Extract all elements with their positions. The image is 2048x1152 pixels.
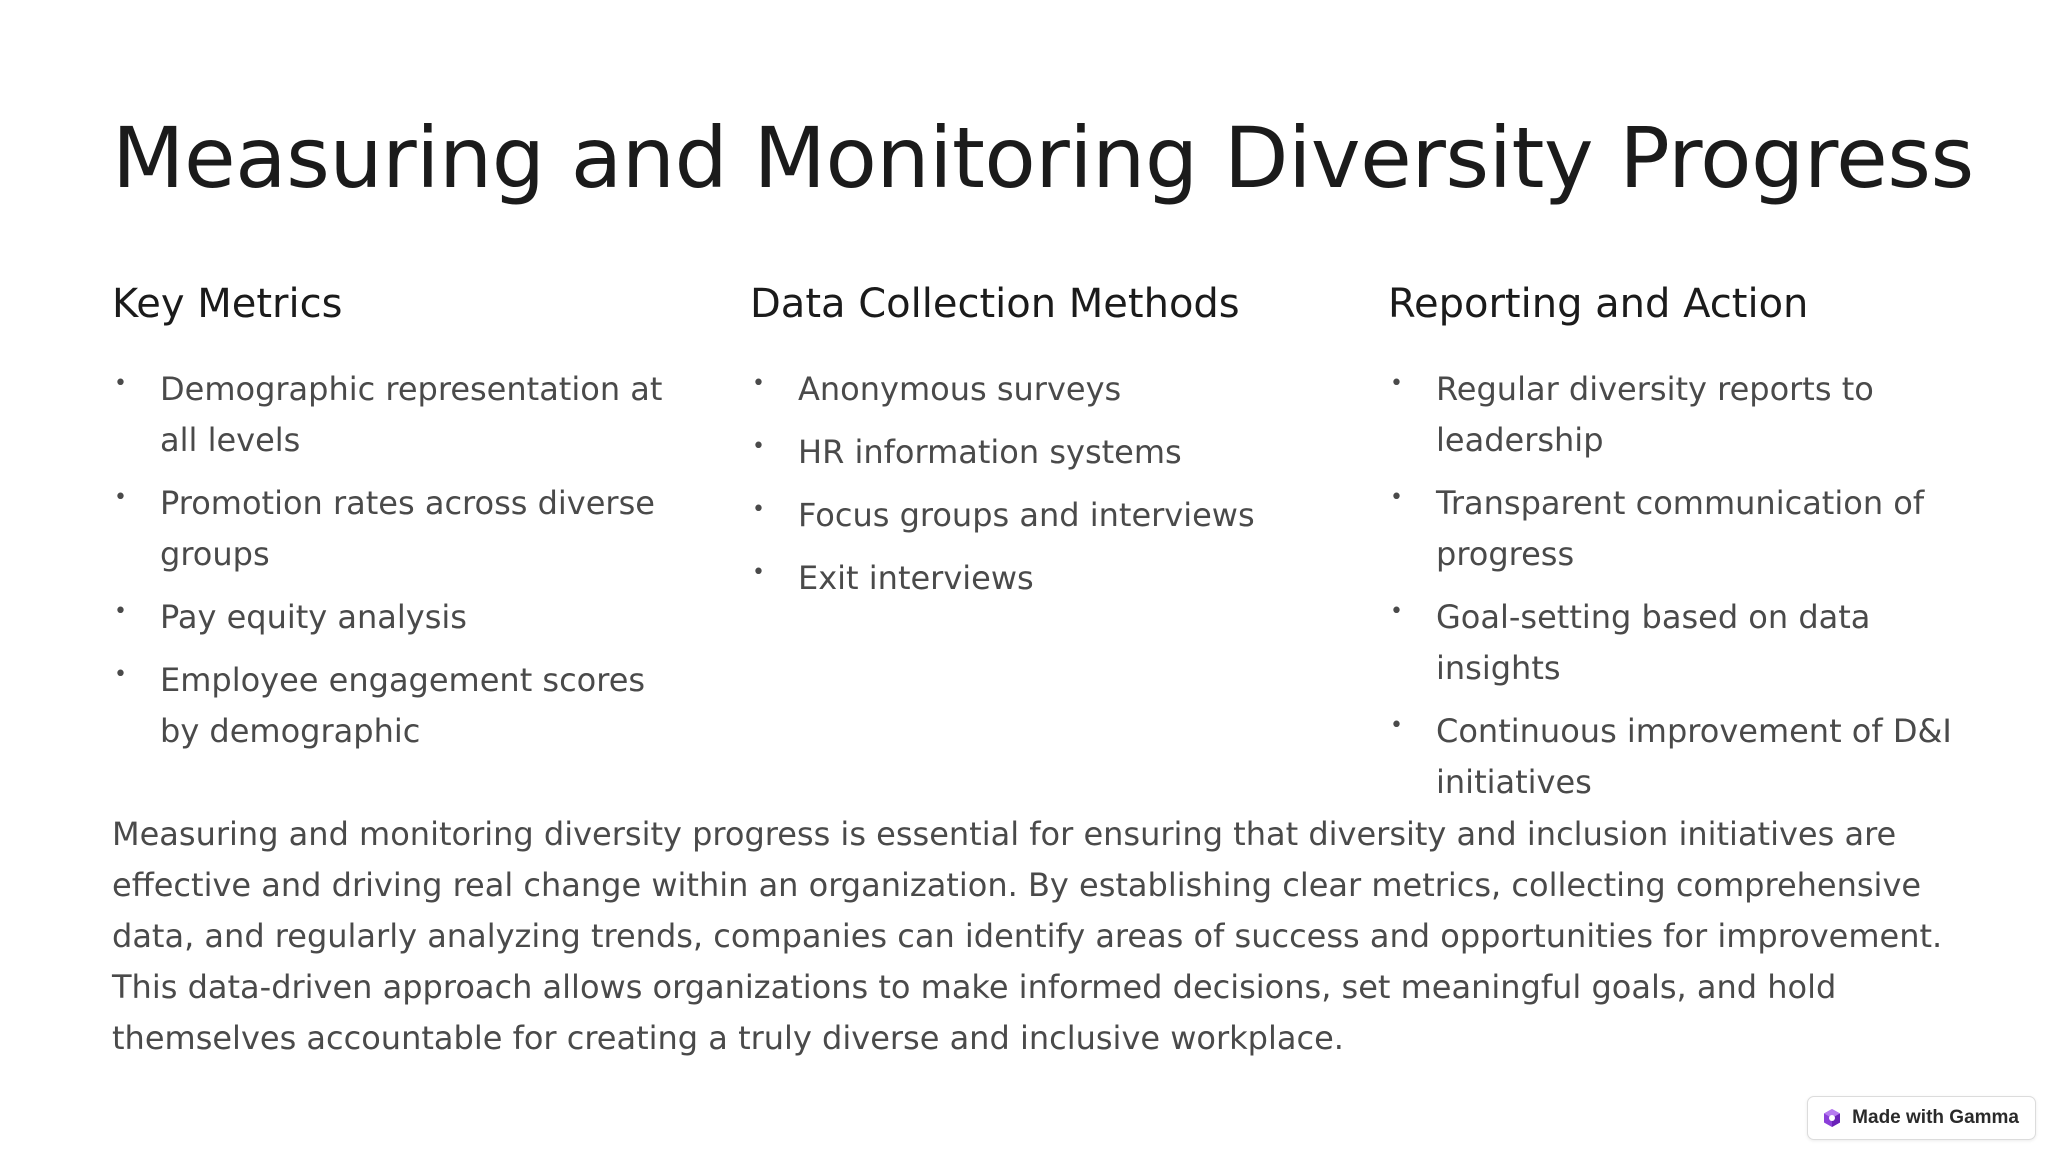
list-item [750, 490, 1388, 541]
list-item-text: Regular diversity reports to leadership [1436, 370, 1874, 459]
column-reporting-action [1388, 278, 1988, 820]
summary-paragraph: Measuring and monitoring diversity progress is essential for ensuring that diversity and inclusion initiatives are effective and driving real change within an organization. By establishing clear metrics, collecting comprehensive data, and regularly analyzing trends, companies can identify areas of success and opportunities for improvement. This data-driven approach allows organizations to make informed decisions, set meaningful goals, and hold themselves accountable for creating a truly diverse and inclusive workplace. [112, 815, 1943, 1057]
bullet-icon: • [114, 662, 127, 687]
columns [112, 278, 1962, 820]
list-item [1388, 706, 1988, 808]
column-heading: Data Collection Methods [750, 281, 1240, 327]
bullet-icon: • [752, 560, 765, 585]
list-item [1388, 478, 1988, 580]
list-item-text: Goal-setting based on data insights [1436, 598, 1871, 687]
list-item-text: Promotion rates across diverse groups [160, 484, 655, 573]
column-heading: Key Metrics [112, 281, 343, 327]
column-heading: Reporting and Action [1388, 281, 1809, 327]
bullet-icon: • [752, 371, 765, 396]
list-item-text: HR information systems [798, 433, 1182, 471]
bullet-icon: • [1390, 713, 1403, 738]
list-item-text: Focus groups and interviews [798, 496, 1255, 534]
bullet-icon: • [1390, 599, 1403, 624]
list-item-text: Exit interviews [798, 559, 1034, 597]
list-item-text: Pay equity analysis [160, 598, 467, 636]
bullet-icon: • [114, 599, 127, 624]
bullet-icon: • [114, 371, 127, 396]
list-item-text: Continuous improvement of D&I initiatives [1436, 712, 1952, 801]
list-item-text: Transparent communication of progress [1436, 484, 1925, 573]
bullet-icon: • [1390, 371, 1403, 396]
list-item-text: Anonymous surveys [798, 370, 1122, 408]
list-item [112, 655, 750, 757]
list-item [750, 427, 1388, 478]
list-item [1388, 364, 1988, 466]
list-item [750, 553, 1388, 604]
bullet-list [1388, 364, 1988, 808]
list-item [112, 592, 750, 643]
bullet-icon: • [1390, 485, 1403, 510]
badge-label: Made with Gamma [1852, 1107, 2019, 1128]
list-item [112, 364, 750, 466]
gamma-logo-icon [1822, 1108, 1842, 1128]
bullet-icon: • [752, 434, 765, 459]
list-item [1388, 592, 1988, 694]
list-item [112, 478, 750, 580]
bullet-icon: • [114, 485, 127, 510]
column-data-collection [750, 278, 1388, 820]
bullet-icon: • [752, 497, 765, 522]
list-item-text: Employee engagement scores by demographic [160, 661, 646, 750]
made-with-gamma-badge[interactable] [1807, 1096, 2036, 1140]
bullet-list [112, 364, 750, 757]
column-key-metrics [112, 278, 750, 820]
list-item-text: Demographic representation at all levels [160, 370, 663, 459]
list-item [750, 364, 1388, 415]
bullet-list [750, 364, 1388, 604]
slide-title: Measuring and Monitoring Diversity Progress [112, 109, 1974, 207]
